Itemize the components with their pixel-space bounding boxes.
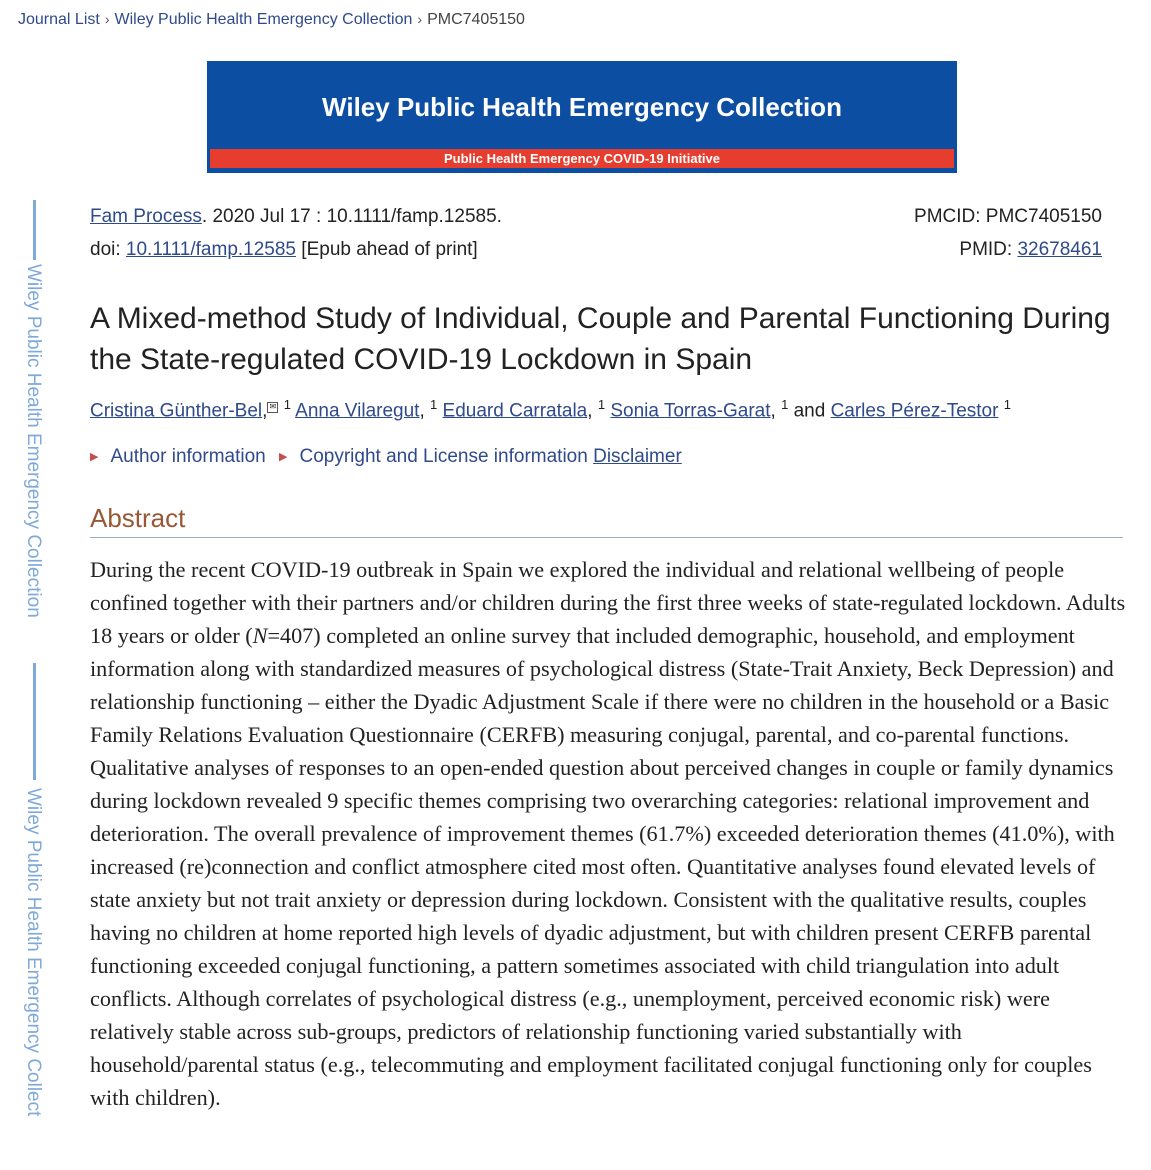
abstract-heading: Abstract <box>90 503 1123 538</box>
n-symbol: N <box>252 623 268 648</box>
author-link[interactable]: Anna Vilaregut <box>295 400 420 422</box>
abstract-part-2: =407) completed an online survey that included demographic, household, and employment information along with standardized measures of psychological distress (State-Trait Anxiety, Beck Depression) and relationship functioning – either the Dyadic Adjustment Scale if there were no children in the household or a Basic Family Relations Evaluation Questionnaire (CERFB) measuring conjugal, parental, and co-parental functions. Qualitative analyses of responses to an open-ended question about perceived changes in couple or family dynamics during lockdown revealed 9 specific themes comprising two overarching categories: relational improvement and deterioration. The overall prevalence of improvement themes (61.7%) exceeded deterioration themes (41.0%), with increased (re)connection and conflict atmosphere cited most often. Quantitative analyses found elevated levels of state anxiety but not trait anxiety or depression during lockdown. Consistent with the qualitative results, couples having no children at home reported high levels of dyadic adjustment, but with children present CERFB parental functioning exceeded conjugal functioning, a pattern sometimes associated with child triangulation into adult conflicts. Although correlates of psychological distress (e.g., unemployment, perceived economic risk) were relatively stable across sub-groups, predictors of relationship functioning varied substantially with household/parental status (e.g., telecommuting and employment facilitated conjugal functioning only for couples with children). <box>90 623 1115 1110</box>
copyright-toggle[interactable]: Copyright and License information <box>299 446 588 467</box>
sidebar-divider <box>33 200 36 260</box>
author-link[interactable]: Eduard Carratala <box>442 400 588 422</box>
author-link[interactable]: Sonia Torras-Garat <box>610 400 771 422</box>
chevron-right-icon: › <box>104 11 110 27</box>
author-list: Cristina Günther-Bel, ✉ $^1$ Anna Vilaregut, $^1$ Eduard Carratala, $^1$ Sonia Torras-Garat, $^1$ and Carles Pérez-Testor $^1$ <box>90 397 1011 422</box>
author-information-toggle[interactable]: Author information <box>110 446 266 467</box>
article-title: A Mixed-method Study of Individual, Couple and Parental Functioning During the State-regulated COVID-19 Lockdown in Spain <box>90 302 1111 376</box>
breadcrumb-current: PMC7405150 <box>427 11 525 28</box>
doi-link[interactable]: 10.1111/famp.12585 <box>125 239 297 260</box>
disclaimer-link[interactable]: Disclaimer <box>593 446 682 467</box>
triangle-right-icon: ▶ <box>90 451 99 463</box>
triangle-right-icon: ▶ <box>279 451 288 463</box>
affiliation-sup: 1 <box>430 397 438 412</box>
affiliation-sup: 1 <box>597 397 606 412</box>
affiliation-sup: 1 <box>283 397 291 412</box>
abstract-text <box>90 553 1130 1114</box>
breadcrumb-collection[interactable]: Wiley Public Health Emergency Collection <box>114 11 413 28</box>
info-links <box>90 446 682 468</box>
author-link[interactable]: Carles Pérez-Testor <box>830 400 999 422</box>
affiliation-sup: 1 <box>781 397 789 412</box>
sidebar-divider <box>33 663 36 780</box>
pmid-link[interactable]: 32678461 <box>1017 239 1102 260</box>
breadcrumb-journal-list[interactable]: Journal List <box>18 11 100 28</box>
journal-link[interactable]: Fam Process <box>90 206 202 227</box>
email-icon[interactable]: ✉ <box>267 402 278 413</box>
citation-date: . 2020 Jul 17 : 10.1111/famp.12585. <box>201 206 502 227</box>
breadcrumb <box>18 11 525 29</box>
banner-subtitle: Public Health Emergency COVID-19 Initiative <box>210 149 954 168</box>
sidebar-text: Wiley Public Health Emergency Collection <box>23 264 44 618</box>
banner-title: Wiley Public Health Emergency Collection <box>322 92 842 122</box>
sidebar-text: Wiley Public Health Emergency Collect <box>23 788 44 1117</box>
abstract-part-1: During the recent COVID-19 outbreak in Spain we explored the individual and relational wellbeing of people confined together with their partners and/or children during the first three weeks of state-regulated lockdown. Adults 18 years or older ( <box>90 557 1126 648</box>
pmcid: PMCID: PMC7405150 <box>914 206 1102 227</box>
sidebar-collection-label[interactable] <box>23 200 44 1170</box>
doi-label: doi: <box>90 239 126 260</box>
author-link[interactable]: Cristina Günther-Bel <box>90 400 263 422</box>
epub-note: [Epub ahead of print] <box>296 239 478 260</box>
pmid-label: PMID: <box>959 239 1018 260</box>
citation-meta <box>90 204 1102 270</box>
chevron-right-icon: › <box>417 11 423 27</box>
and-text: and <box>793 400 826 422</box>
pmid <box>959 237 1102 262</box>
affiliation-sup: 1 <box>1003 397 1011 412</box>
collection-banner[interactable] <box>207 61 957 173</box>
